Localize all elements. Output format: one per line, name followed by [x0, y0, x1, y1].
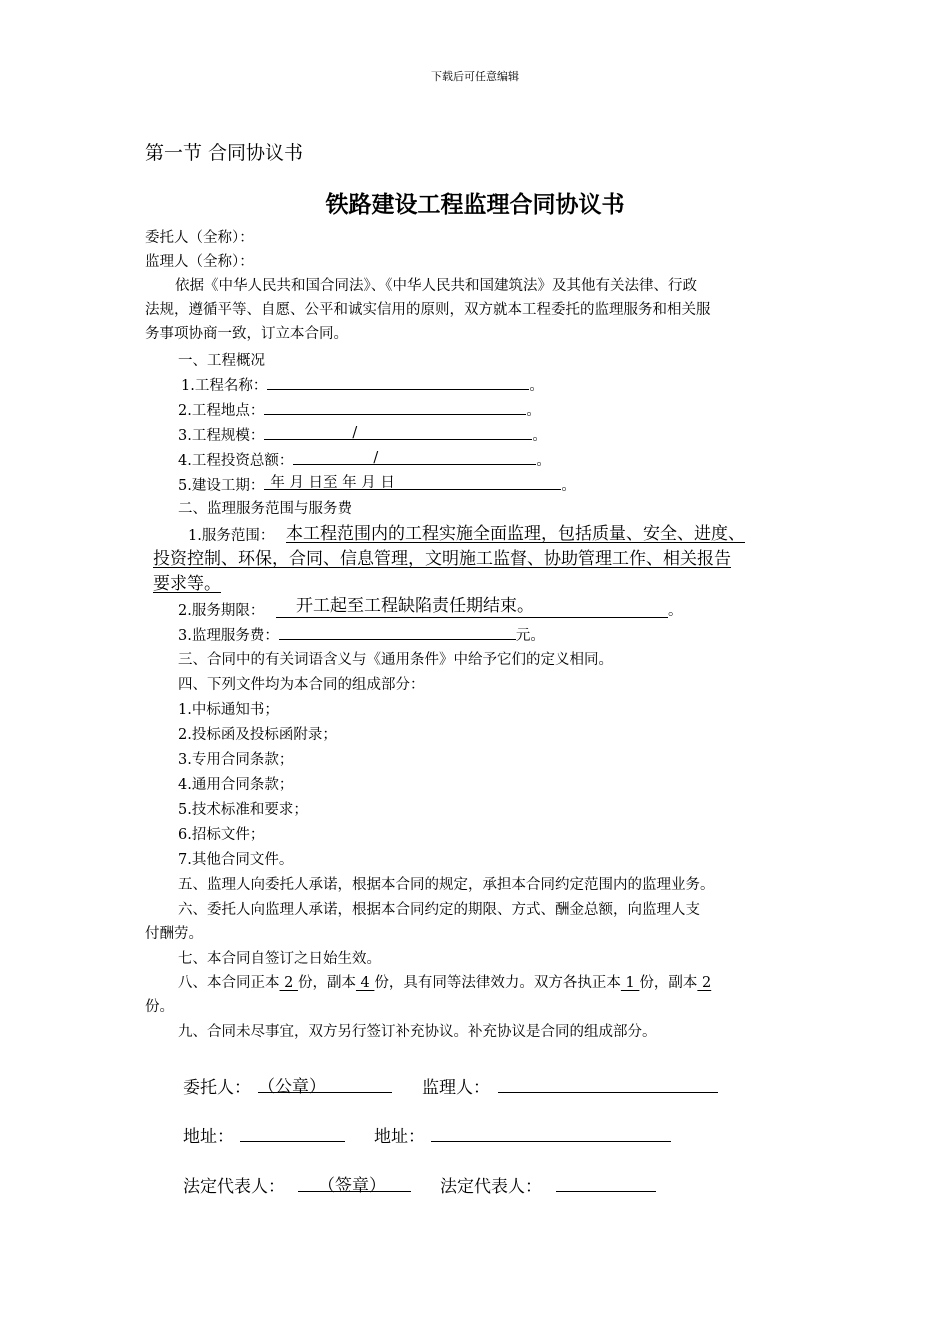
construction-period-row	[178, 474, 576, 497]
project-scale-field[interactable]	[264, 424, 532, 440]
end-mark: 。	[532, 428, 547, 444]
document-title: 铁路建设工程监理合同协议书	[325, 192, 625, 218]
clause-8-line-1	[178, 972, 711, 994]
preamble-line-3: 务事项协商一致，订立本合同。	[145, 326, 348, 342]
supervisor-seal-field[interactable]	[498, 1072, 718, 1093]
project-investment-row	[178, 449, 551, 472]
service-fee-field[interactable]	[279, 624, 516, 640]
service-term-value: 开工起至工程缺陷责任期结束。	[296, 596, 534, 616]
construction-period-field[interactable]	[264, 474, 561, 490]
project-name-row	[181, 374, 544, 397]
end-mark: 。	[561, 478, 576, 494]
supervisor-signature-label: 监理人：	[422, 1078, 490, 1098]
preamble-line-2: 法规，遵循平等、自愿、公平和诚实信用的原则，双方就本工程委托的监理服务和相关服	[145, 302, 711, 318]
document-item: 2.投标函及投标函附录；	[178, 727, 337, 743]
service-scope-line-3: 要求等。	[153, 574, 221, 594]
service-fee-row	[178, 624, 545, 647]
section-2-heading: 二、监理服务范围与服务费	[178, 501, 352, 517]
client-rep-field[interactable]	[298, 1171, 411, 1196]
duplicate-copies-count: 4	[355, 975, 375, 991]
client-address-field[interactable]	[240, 1121, 345, 1142]
service-scope-line-2: 投资控制、环保，合同、信息管理，文明施工监督、协助管理工作、相关报告	[153, 549, 731, 569]
scale-separator: /	[352, 425, 358, 441]
document-item: 6.招标文件；	[178, 827, 265, 843]
client-rep-value: （签章）	[318, 1176, 386, 1196]
party-supervisor-label: 监理人（全称）：	[145, 254, 254, 270]
clause-9: 九、合同未尽事宜，双方另行签订补充协议。补充协议是合同的组成部分。	[178, 1024, 657, 1040]
end-mark: 。	[526, 403, 541, 419]
project-investment-field[interactable]	[293, 449, 536, 465]
service-term-field[interactable]	[276, 598, 668, 618]
project-location-field[interactable]	[264, 399, 526, 415]
clause-4-heading: 四、下列文件均为本合同的组成部分：	[178, 677, 425, 693]
document-item: 4.通用合同条款；	[178, 777, 294, 793]
project-name-field[interactable]	[267, 374, 529, 390]
investment-separator: /	[373, 450, 379, 466]
project-name-label: 1.工程名称：	[181, 378, 268, 394]
construction-period-value: 年 月 日至 年 月 日	[270, 475, 395, 491]
end-mark: 。	[536, 453, 551, 469]
project-scale-row	[178, 424, 547, 447]
section-1-heading: 一、工程概况	[178, 353, 265, 369]
project-investment-label: 4.工程投资总额：	[178, 453, 294, 469]
original-copies-count: 2	[279, 975, 298, 991]
clause-8-text: 份，副本	[297, 975, 356, 991]
clause-6-line-2: 付酬劳。	[145, 926, 203, 942]
document-item: 3.专用合同条款；	[178, 752, 294, 768]
project-scale-label: 3.工程规模：	[178, 428, 265, 444]
preamble-line-1: 依据《中华人民共和国合同法》、《中华人民共和国建筑法》及其他有关法律、行政	[175, 278, 697, 294]
party-client-label: 委托人（全称）：	[145, 230, 254, 246]
supervisor-rep-field[interactable]	[556, 1171, 656, 1192]
supervisor-address-label: 地址：	[374, 1127, 425, 1147]
document-item: 7.其他合同文件。	[178, 852, 294, 868]
service-scope-line-1: 本工程范围内的工程实施全面监理，包括质量、安全、进度、	[286, 524, 745, 544]
clause-3: 三、合同中的有关词语含义与《通用条件》中给予它们的定义相同。	[178, 652, 613, 668]
client-seal-value: （公章）	[258, 1077, 326, 1097]
client-address-label: 地址：	[183, 1127, 234, 1147]
supervisor-address-field[interactable]	[431, 1121, 671, 1142]
project-location-label: 2.工程地点：	[178, 403, 265, 419]
end-mark: 。	[668, 603, 683, 619]
section-title: 第一节 合同协议书	[145, 142, 304, 164]
clause-8-text: 份，副本	[639, 975, 698, 991]
page-header: 下载后可任意编辑	[431, 70, 519, 83]
clause-8-line-2: 份。	[145, 999, 174, 1015]
clause-7: 七、本合同自签订之日始生效。	[178, 951, 381, 967]
clause-6-line-1: 六、委托人向监理人承诺，根据本合同约定的期限、方式、酬金总额，向监理人支	[178, 902, 700, 918]
service-fee-label: 3.监理服务费：	[178, 628, 279, 644]
service-scope-label: 1.服务范围：	[188, 528, 275, 544]
client-seal-field[interactable]	[258, 1072, 392, 1097]
end-mark: 。	[529, 378, 544, 394]
construction-period-label: 5.建设工期：	[178, 478, 265, 494]
service-fee-unit: 元。	[515, 628, 545, 644]
document-item: 5.技术标准和要求；	[178, 802, 308, 818]
project-location-row	[178, 399, 541, 422]
client-signature-label: 委托人：	[183, 1078, 251, 1098]
clause-8-text: 份，具有同等法律效力。双方各执正本	[374, 975, 621, 991]
clause-5: 五、监理人向委托人承诺，根据本合同的规定，承担本合同约定范围内的监理业务。	[178, 877, 715, 893]
supervisor-rep-label: 法定代表人：	[440, 1177, 542, 1197]
client-rep-label: 法定代表人：	[183, 1177, 285, 1197]
each-duplicate-count: 2	[697, 975, 712, 991]
document-item: 1.中标通知书；	[178, 702, 279, 718]
clause-8-text: 八、本合同正本	[178, 975, 280, 991]
each-original-count: 1	[620, 975, 640, 991]
service-term-label: 2.服务期限：	[178, 603, 265, 619]
